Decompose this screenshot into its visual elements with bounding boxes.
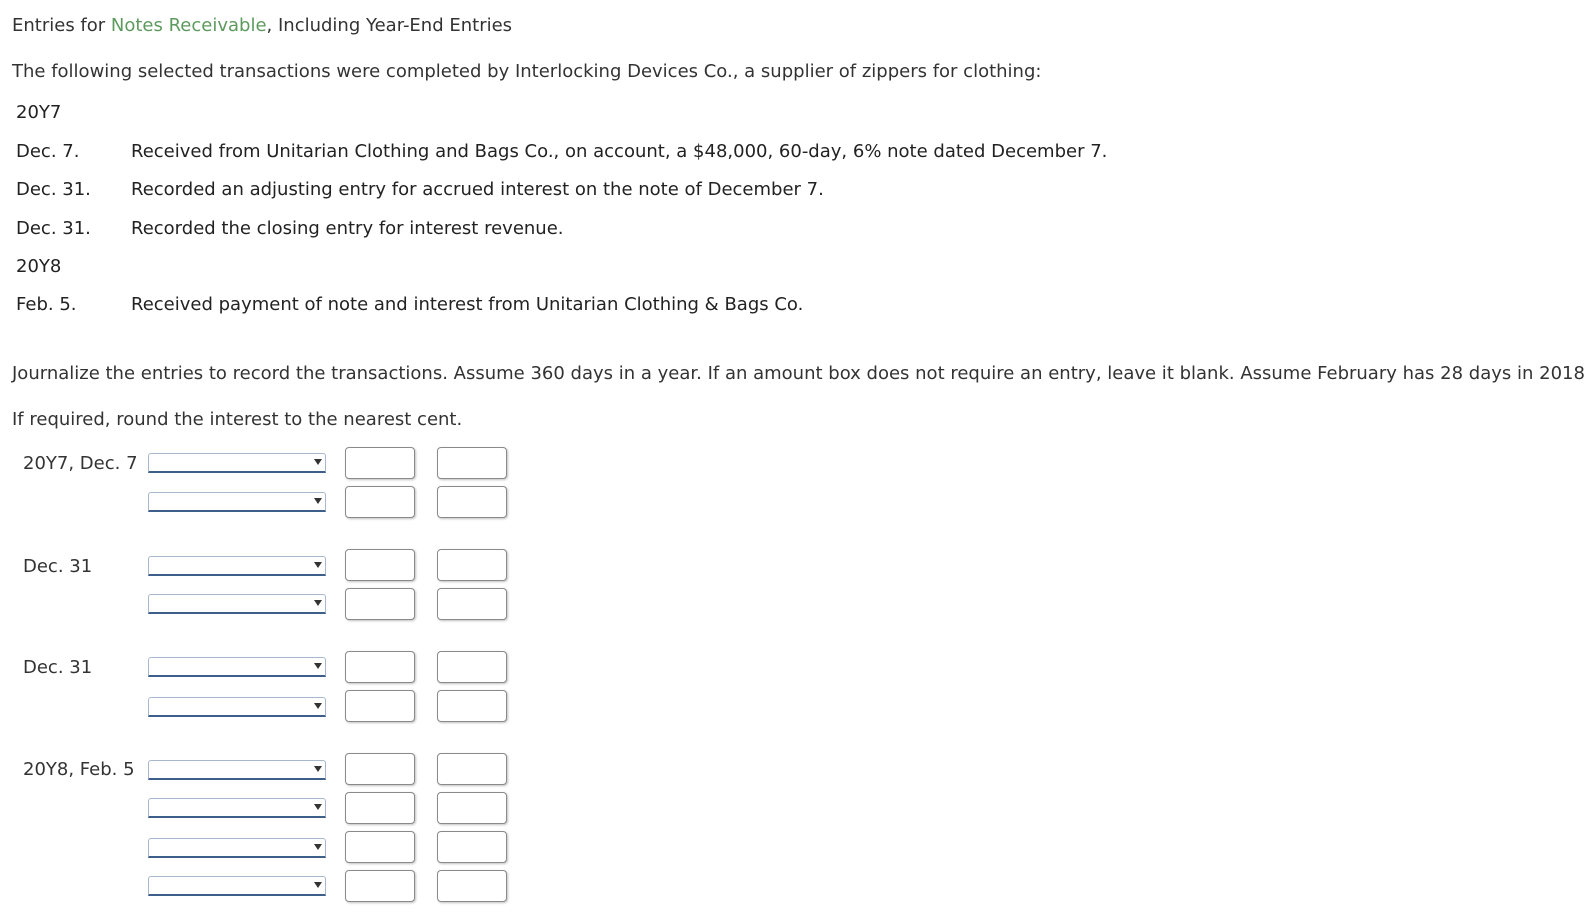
debit-amount-input[interactable] (345, 549, 415, 581)
credit-amount-input[interactable] (437, 831, 507, 863)
page-title (12, 15, 512, 36)
debit-amount-input[interactable] (345, 792, 415, 824)
chevron-down-icon (314, 600, 322, 606)
year-label-20y8: 20Y8 (16, 256, 62, 277)
transaction-date: Feb. 5. (16, 294, 77, 315)
transaction-row (16, 141, 1107, 162)
transaction-text: Received payment of note and interest from Unitarian Clothing & Bags Co. (131, 294, 804, 315)
account-select[interactable] (148, 492, 326, 512)
transaction-date: Dec. 31. (16, 218, 91, 239)
debit-amount-input[interactable] (345, 870, 415, 902)
intro-text: The following selected transactions were completed by Interlocking Devices Co., a supplier of zippers for clothing: (12, 61, 1042, 82)
account-select[interactable] (148, 697, 326, 717)
account-select[interactable] (148, 838, 326, 858)
debit-amount-input[interactable] (345, 588, 415, 620)
page-title-suffix: , Including Year-End Entries (266, 15, 513, 36)
debit-amount-input[interactable] (345, 753, 415, 785)
debit-amount-input[interactable] (345, 690, 415, 722)
transaction-text: Recorded an adjusting entry for accrued interest on the note of December 7. (131, 179, 824, 200)
chevron-down-icon (314, 766, 322, 772)
credit-amount-input[interactable] (437, 753, 507, 785)
entry-date-label: Dec. 31 (23, 657, 93, 678)
chevron-down-icon (314, 663, 322, 669)
transaction-text: Recorded the closing entry for interest revenue. (131, 218, 564, 239)
entry-date-label: Dec. 31 (23, 556, 93, 577)
credit-amount-input[interactable] (437, 651, 507, 683)
account-select[interactable] (148, 798, 326, 818)
chevron-down-icon (314, 498, 322, 504)
transaction-row (16, 218, 564, 239)
credit-amount-input[interactable] (437, 870, 507, 902)
credit-amount-input[interactable] (437, 792, 507, 824)
debit-amount-input[interactable] (345, 651, 415, 683)
account-select[interactable] (148, 453, 326, 473)
page-title-prefix: Entries for (12, 15, 111, 36)
account-select[interactable] (148, 760, 326, 780)
chevron-down-icon (314, 804, 322, 810)
transaction-row (16, 294, 803, 315)
notes-receivable-link[interactable]: Notes Receivable (110, 15, 267, 36)
transaction-date: Dec. 31. (16, 179, 91, 200)
account-select[interactable] (148, 657, 326, 677)
rounding-note: If required, round the interest to the nearest cent. (12, 409, 463, 430)
debit-amount-input[interactable] (345, 447, 415, 479)
transaction-text: Received from Unitarian Clothing and Bags Co., on account, a $48,000, 60-day, 6% note dated December 7. (131, 141, 1108, 162)
debit-amount-input[interactable] (345, 486, 415, 518)
chevron-down-icon (314, 844, 322, 850)
chevron-down-icon (314, 459, 322, 465)
debit-amount-input[interactable] (345, 831, 415, 863)
credit-amount-input[interactable] (437, 447, 507, 479)
entry-date-label: 20Y7, Dec. 7 (23, 453, 138, 474)
chevron-down-icon (314, 703, 322, 709)
account-select[interactable] (148, 556, 326, 576)
chevron-down-icon (314, 882, 322, 888)
year-label-20y7: 20Y7 (16, 102, 62, 123)
chevron-down-icon (314, 562, 322, 568)
credit-amount-input[interactable] (437, 486, 507, 518)
entry-date-label: 20Y8, Feb. 5 (23, 759, 135, 780)
credit-amount-input[interactable] (437, 588, 507, 620)
transaction-date: Dec. 7. (16, 141, 80, 162)
credit-amount-input[interactable] (437, 549, 507, 581)
account-select[interactable] (148, 594, 326, 614)
account-select[interactable] (148, 876, 326, 896)
instructions-text: Journalize the entries to record the transactions. Assume 360 days in a year. If an amount box does not require an entry, leave it blank. Assume February has 28 days in 2018 (12, 363, 1585, 384)
credit-amount-input[interactable] (437, 690, 507, 722)
transaction-row (16, 179, 824, 200)
